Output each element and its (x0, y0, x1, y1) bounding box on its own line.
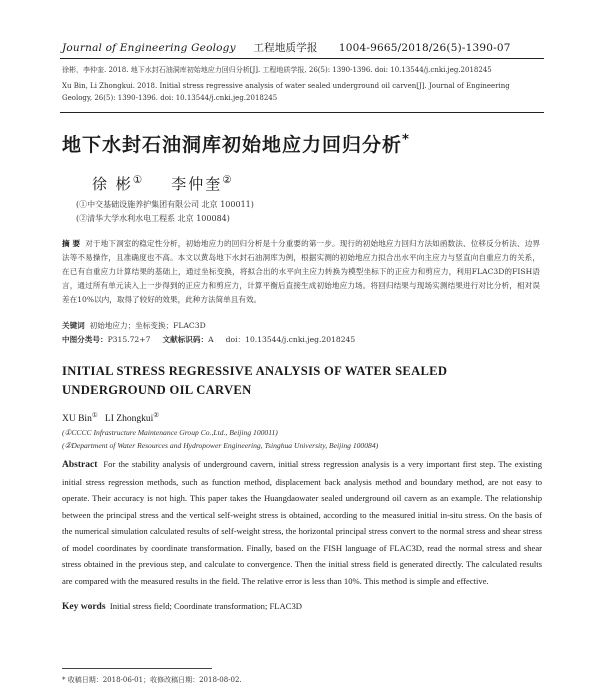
en-abstract-text: For the stability analysis of underground cavern, initial stress regression analysis is a very important first step. The existing initial stress regression methods, such as function method, displacement back analysis method and boundary method, are not easy to operate. Their accuracy is not high. This paper takes the Huangdaowater sealed underground oil cavern as an example. The relationship between the principal stress and the vertical self-weight stress is obtained, according to the measured initial in-situ stress. On the basis of the numerical simulation calculated results of self-weight stress, the horizontal principal stress convert to the normal stress and shear stress of model coordinates by coordinate transformation. Finally, based on the FISH language of FLAC3D, read the normal stress and shear stress obtained in the previous step, and calculate to convergence. Then the initial stress field is generated directly. The calculated results are compared with the measured results in the field. The relative error is less than 10%. This method is simple and effective. (62, 459, 542, 586)
cn-affiliation-2: (②清华大学水利水电工程系 北京 100084) (76, 214, 230, 223)
citation-en: Xu Bin, Li Zhongkui. 2018. Initial stress regressive analysis of water sealed underground oil carven[J]. Journal of Engineering Geology, 26(5): 1390-1396. doi: 10.13544/j.cnki.jeg.2018245 (62, 82, 510, 102)
cn-author-2: 李仲奎 (171, 175, 223, 193)
cn-doi-value: 10.13544/j.cnki.jeg.2018245 (245, 335, 356, 344)
en-author-2-mark: ② (153, 412, 160, 419)
journal-header (62, 40, 511, 55)
cn-abstract (62, 237, 540, 307)
cn-title (62, 130, 410, 157)
cn-keywords (62, 320, 206, 331)
en-abstract-label: Abstract (62, 460, 98, 470)
cn-affiliation-1: (①中交基础设施养护集团有限公司 北京 100011) (76, 200, 254, 209)
journal-name-cn: 工程地质学报 (253, 42, 318, 54)
en-author-1-mark: ① (91, 412, 98, 419)
cn-keywords-label: 关键词 (62, 321, 85, 330)
cn-abstract-text: 对于地下洞室的稳定性分析，初始地应力的回归分析是十分重要的第一步。现行的初始地应力回归方法如函数法、位移反分析法、边界法等不易操作，且准确度也不高。本文以黄岛地下水封石油洞库为例，根据实测的初始地应力拟合出水平向主应力与竖直向自重应力的关系，在已有自重应力计算结果的基础上，通过坐标变换，将拟合出的水平向主应力转换为模型坐标下的正应力和剪应力，利用FLAC3D的FISH语言，通过所有单元读入上一步得到的正应力和剪应力，计算平衡后直接生成初始地应力场。将回归结果与现场实测结果进行对比分析，相对误差在10%以内，取得了较好的效果，此种方法简单且有效。 (62, 239, 540, 304)
cn-cls-label: 中图分类号： (62, 335, 108, 344)
cn-authors (92, 173, 234, 194)
en-author-1: XU Bin (62, 414, 92, 425)
cn-doi-label: doi： (225, 335, 246, 344)
en-affiliation-2: (②Department of Water Resources and Hydropower Engineering, Tsinghua University, Beijing 100084) (62, 441, 379, 450)
en-keywords (62, 601, 302, 612)
en-author-2: LI Zhongkui (104, 414, 154, 425)
cn-title-mark: * (402, 132, 410, 148)
cn-author-1-mark: ① (132, 174, 145, 186)
citation-cn: 徐彬，李仲奎. 2018. 地下水封石油洞库初始地应力回归分析[J]. 工程地质学报, 26(5): 1390-1396. doi: 10.13544/j.cnki.jeg.2018245 (62, 66, 492, 74)
en-keywords-label: Key words (62, 602, 106, 612)
cn-doc-label: 文献标识码： (162, 335, 209, 344)
en-keywords-text: Initial stress field; Coordinate transformation; FLAC3D (109, 601, 302, 611)
en-title: INITIAL STRESS REGRESSIVE ANALYSIS OF WATER SEALED UNDERGROUND OIL CARVEN (62, 364, 448, 397)
cn-abstract-label: 摘 要 (62, 239, 81, 248)
en-abstract (62, 456, 542, 589)
issue-number: 1004-9665/2018/26(5)-1390-07 (338, 42, 511, 54)
footnote: * 收稿日期：2018-06-01；收修改稿日期：2018-08-02. (62, 676, 242, 684)
footnote-rule (62, 668, 212, 669)
journal-name-en: Journal of Engineering Geology (62, 42, 236, 54)
cn-title-text: 地下水封石油洞库初始地应力回归分析 (62, 134, 403, 156)
citation-rule (60, 112, 544, 113)
header-rule (60, 58, 544, 59)
cn-author-2-mark: ② (222, 174, 234, 186)
en-authors (62, 411, 159, 424)
cn-keywords-text: 初始地应力；坐标变换；FLAC3D (89, 321, 206, 330)
cn-doc-value: A (208, 335, 214, 344)
cn-cls-value: P315.72+7 (107, 335, 151, 344)
en-affiliation-1: (①CCCC Infrastructure Maintenance Group Co.,Ltd., Beijing 100011) (62, 428, 278, 437)
cn-classification (62, 334, 355, 345)
cn-author-1: 徐 彬 (92, 175, 133, 193)
